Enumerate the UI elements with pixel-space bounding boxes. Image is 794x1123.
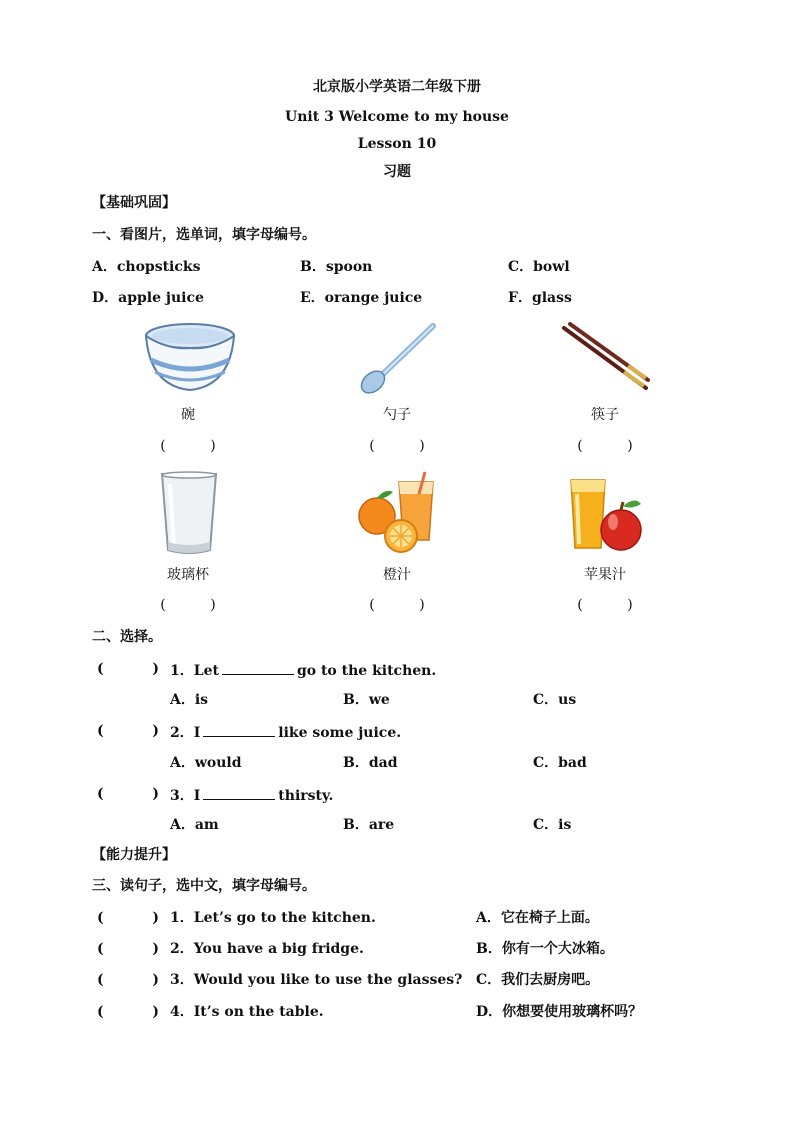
q1-num: 1．Let [170, 663, 219, 679]
part1-heading: 一、看图片，选单词，填字母编号。 [92, 227, 316, 243]
q3-choice-b: B．are [343, 817, 395, 833]
match2-option: B．你有一个大冰箱。 [476, 941, 614, 957]
q1-choice-c: C．us [533, 692, 577, 708]
q3-num: 3．I [170, 788, 201, 804]
match3-option: C．我们去厨房吧。 [476, 972, 600, 988]
answer-blank-3[interactable]: ( ) [577, 438, 633, 454]
part2-heading: 二、选择。 [92, 629, 162, 645]
title-cn: 北京版小学英语二年级下册 [313, 79, 481, 95]
option-d: D．apple juice [92, 290, 204, 306]
option-f: F．glass [508, 290, 572, 306]
q3-after: thirsty. [278, 788, 334, 804]
q1-choice-b: B．we [343, 692, 390, 708]
match4-sentence: 4．It’s on the table. [170, 1004, 324, 1020]
match1-sentence: 1．Let’s go to the kitchen. [170, 910, 376, 926]
answer-blank-5[interactable]: ( ) [369, 597, 425, 613]
caption-glass: 玻璃杯 [167, 567, 209, 583]
match1-paren[interactable]: ( ) [97, 910, 159, 926]
q3-choice-a: A．am [170, 817, 219, 833]
match3-sentence: 3．Would you like to use the glasses? [170, 972, 463, 988]
q1-paren[interactable]: ( ) [97, 661, 159, 677]
match4-paren[interactable]: ( ) [97, 1004, 159, 1020]
section-advanced: 【能力提升】 [92, 847, 176, 863]
q3-choice-c: C．is [533, 817, 572, 833]
unit-title: Unit 3 Welcome to my house [285, 109, 509, 125]
q1-choice-a: A．is [170, 692, 209, 708]
answer-blank-2[interactable]: ( ) [369, 438, 425, 454]
caption-chopsticks: 筷子 [591, 407, 619, 423]
q2-num: 2．I [170, 725, 201, 741]
chopsticks-icon [560, 320, 652, 396]
option-e: E．orange juice [300, 290, 423, 306]
answer-blank-1[interactable]: ( ) [160, 438, 216, 454]
exercise-title: 习题 [383, 164, 411, 180]
glass-icon [158, 470, 220, 556]
lesson-title: Lesson 10 [357, 136, 437, 152]
option-a: A．chopsticks [92, 259, 201, 275]
q3-stem [170, 785, 333, 805]
answer-blank-6[interactable]: ( ) [577, 597, 633, 613]
caption-orange-juice: 橙汁 [383, 567, 411, 583]
q1-blank[interactable] [222, 660, 294, 675]
section-basic: 【基础巩固】 [92, 195, 176, 211]
spoon-icon [355, 320, 439, 396]
q2-choice-c: C．bad [533, 755, 587, 771]
option-c: C．bowl [508, 259, 570, 275]
orange-juice-icon [355, 470, 439, 556]
q2-choice-b: B．dad [343, 755, 398, 771]
match3-paren[interactable]: ( ) [97, 972, 159, 988]
answer-blank-4[interactable]: ( ) [160, 597, 216, 613]
q2-stem [170, 722, 401, 742]
q2-choice-a: A．would [170, 755, 242, 771]
q2-paren[interactable]: ( ) [97, 723, 159, 739]
match1-option: A．它在椅子上面。 [476, 910, 599, 926]
q2-blank[interactable] [203, 722, 275, 737]
caption-spoon: 勺子 [383, 407, 411, 423]
caption-bowl: 碗 [181, 407, 195, 423]
q2-after: like some juice. [278, 725, 402, 741]
option-b: B．spoon [300, 259, 373, 275]
q1-stem [170, 660, 436, 680]
q3-blank[interactable] [203, 785, 275, 800]
q3-paren[interactable]: ( ) [97, 786, 159, 802]
match2-paren[interactable]: ( ) [97, 941, 159, 957]
bowl-icon [142, 320, 238, 396]
q1-after: go to the kitchen. [296, 663, 437, 679]
apple-juice-icon [565, 470, 645, 556]
match4-option: D．你想要使用玻璃杯吗？ [476, 1004, 643, 1020]
part3-heading: 三、读句子，选中文，填字母编号。 [92, 878, 316, 894]
match2-sentence: 2．You have a big fridge. [170, 941, 364, 957]
caption-apple-juice: 苹果汁 [584, 567, 626, 583]
